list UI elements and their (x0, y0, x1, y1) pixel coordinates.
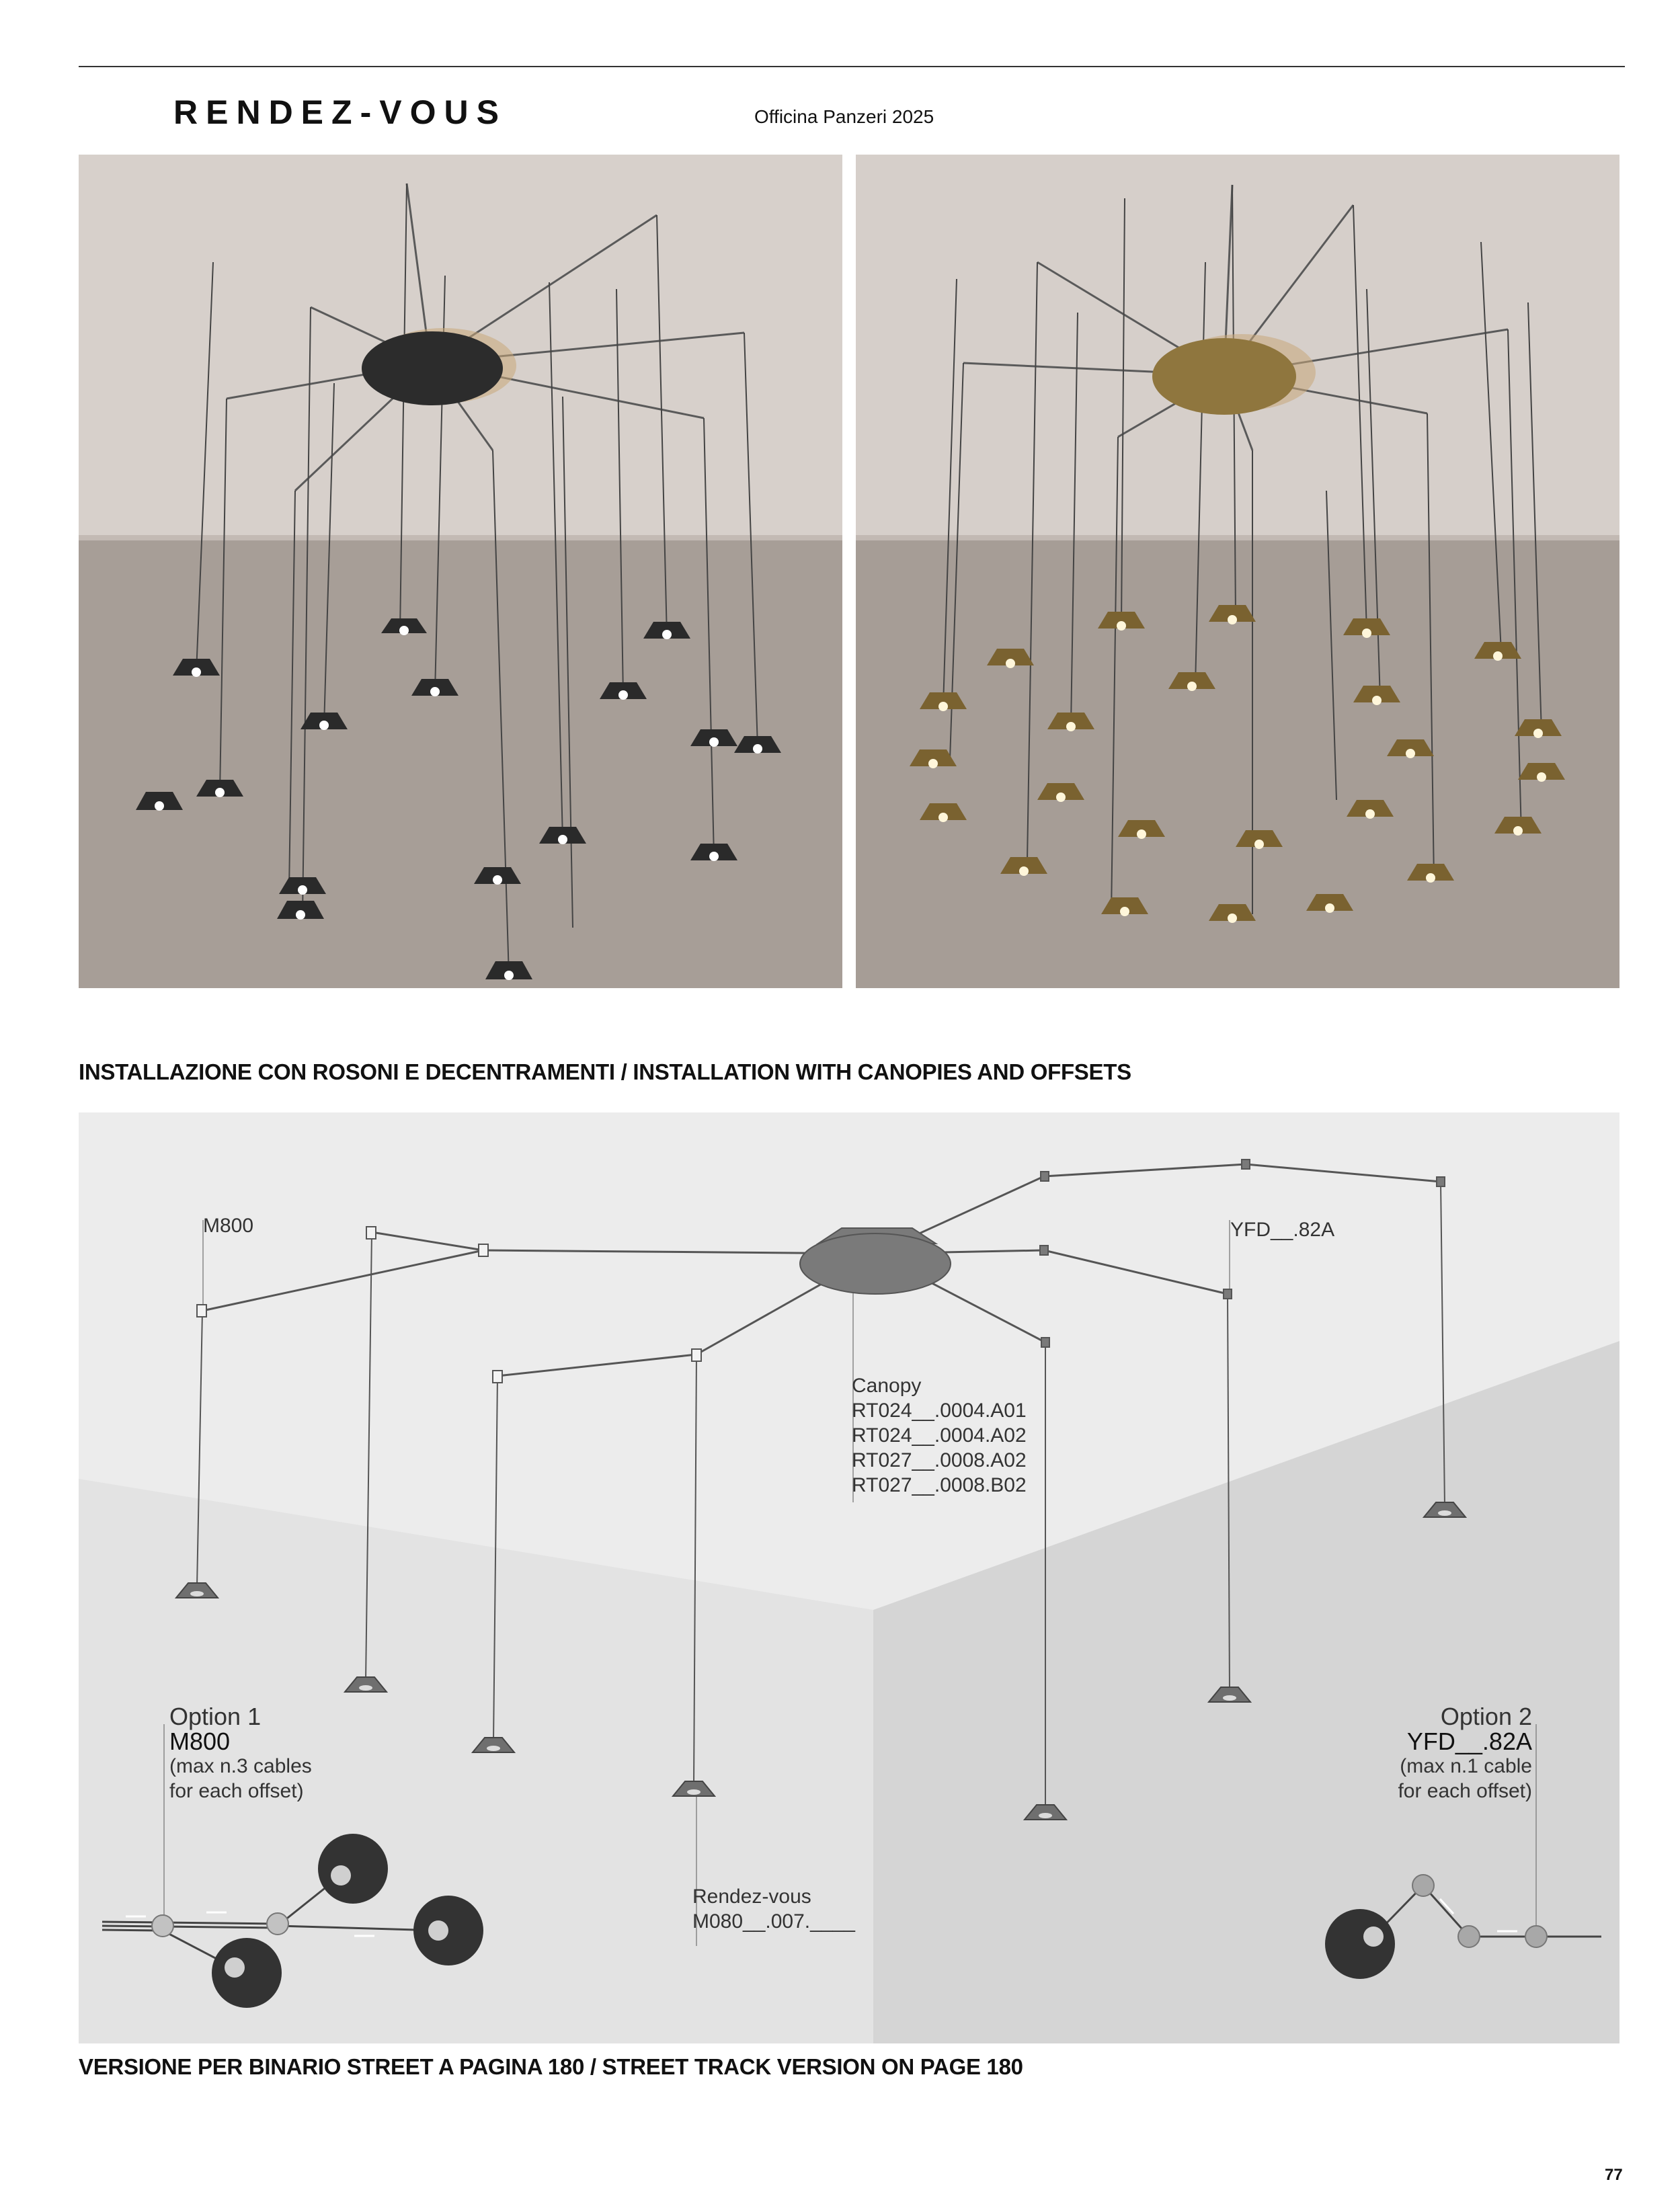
option-1-code: M800 (169, 1728, 231, 1755)
option-2-block (1398, 1704, 1532, 1803)
option-1-title: Option 1 (169, 1703, 262, 1730)
canopy-title: Canopy (852, 1375, 922, 1397)
installation-heading: INSTALLAZIONE CON ROSONI E DECENTRAMENTI / INSTALLATION WITH CANOPIES AND OFFSETS (79, 1059, 1131, 1084)
street-track-heading: VERSIONE PER BINARIO STREET A PAGINA 180 / STREET TRACK VERSION ON PAGE 180 (79, 2054, 1023, 2079)
option-2-code: YFD__.82A (1406, 1728, 1532, 1755)
canopy-code-4: RT027__.0008.B02 (852, 1474, 1027, 1496)
rendezvous-callout (692, 1884, 855, 1934)
page-number: 77 (1605, 2166, 1623, 2184)
option-1-note-1: (max n.3 cables (169, 1755, 312, 1777)
photo-brass-finish (856, 155, 1619, 988)
option-1-note-2: for each offset) (169, 1780, 304, 1802)
yfd-callout: YFD__.82A (1230, 1219, 1335, 1241)
option-2-note-2: for each offset) (1398, 1780, 1532, 1802)
photo-black-finish (79, 155, 842, 988)
header-rule (79, 66, 1625, 67)
brand-label: Officina Panzeri 2025 (754, 106, 934, 127)
installation-diagram (79, 1112, 1619, 2043)
rendezvous-title: Rendez-vous (692, 1885, 811, 1908)
m800-callout: M800 (203, 1215, 254, 1237)
option-1-block (169, 1704, 312, 1803)
canopy-callout (852, 1373, 1027, 1498)
canopy-code-1: RT024__.0004.A01 (852, 1400, 1027, 1422)
page-title: RENDEZ-VOUS (173, 93, 507, 131)
option-2-title: Option 2 (1440, 1703, 1532, 1730)
canopy-code-3: RT027__.0008.A02 (852, 1449, 1027, 1471)
canopy-code-2: RT024__.0004.A02 (852, 1424, 1027, 1447)
option-2-note-1: (max n.1 cable (1400, 1755, 1532, 1777)
rendezvous-code: M080__.007.____ (692, 1910, 855, 1933)
